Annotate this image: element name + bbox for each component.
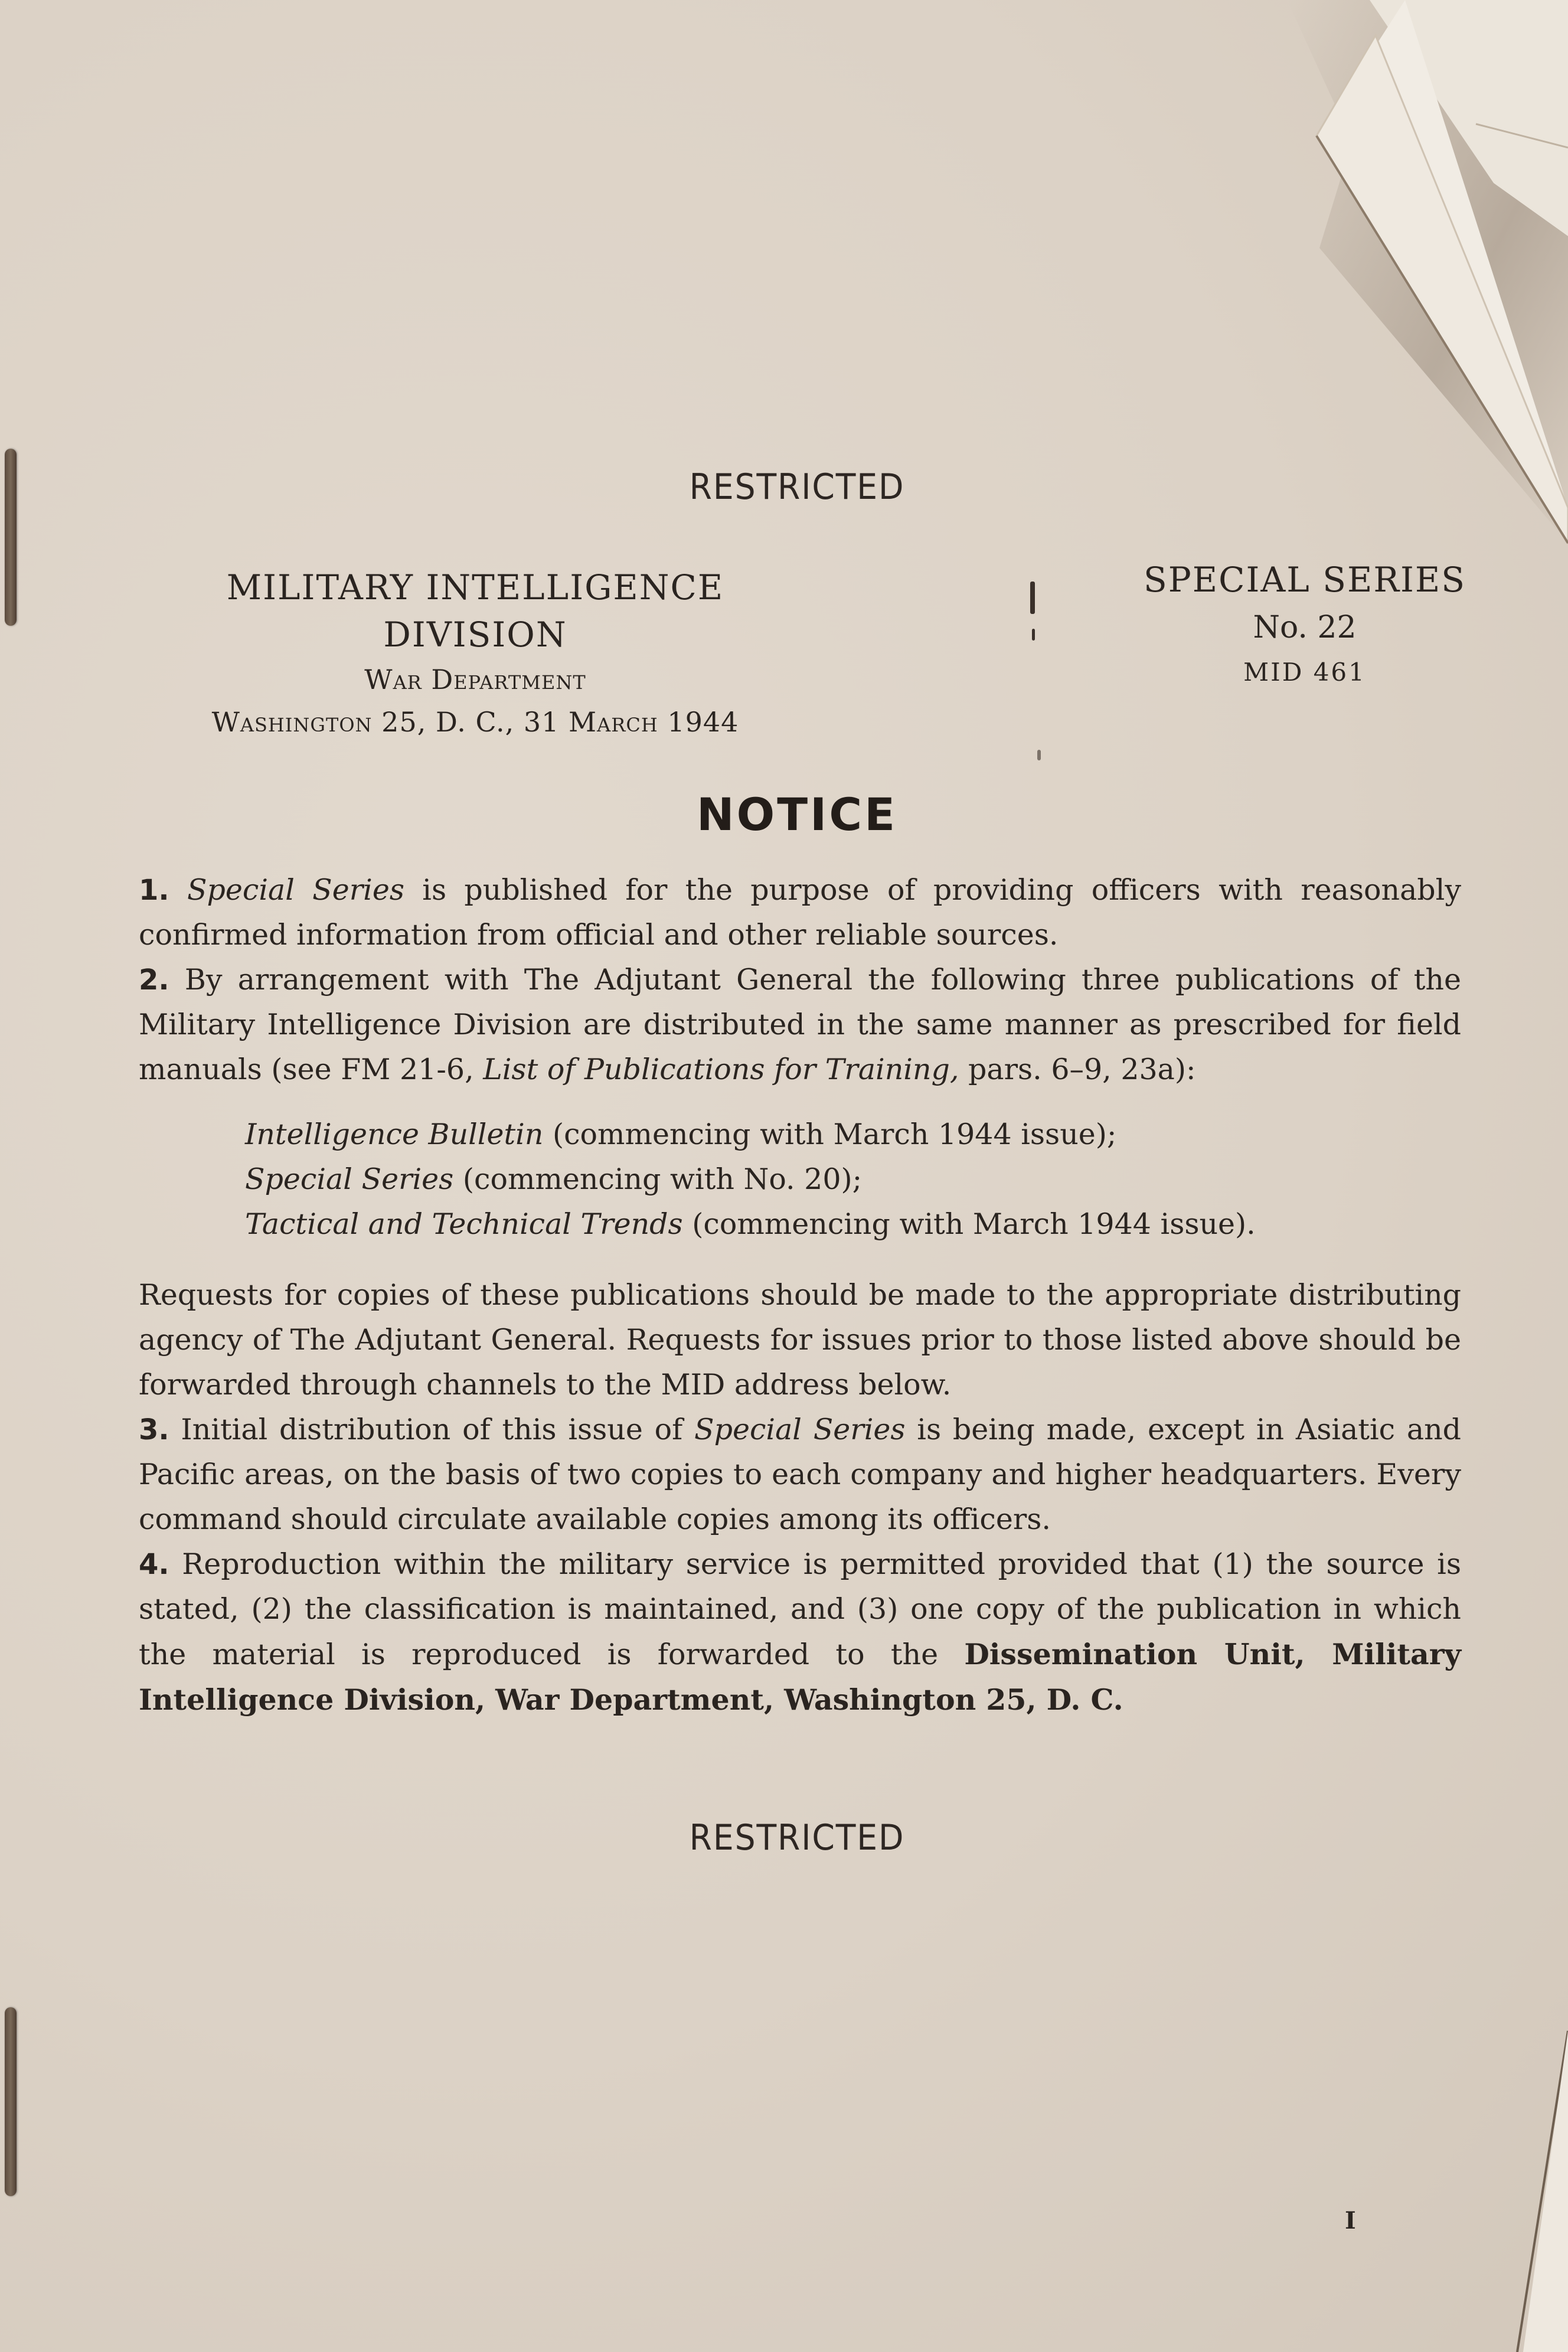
mid-number: MID 461 (1243, 658, 1366, 687)
publication-note: (commencing with March 1944 issue). (682, 1207, 1256, 1241)
italic-reference: List of Publications for Training, (483, 1053, 959, 1086)
publication-note: (commencing with March 1944 issue); (543, 1118, 1117, 1151)
paragraph-number: 4. (139, 1548, 169, 1581)
series-number: No. 22 (1253, 610, 1357, 645)
notice-body (139, 868, 1461, 1723)
paragraph-number: 3. (139, 1413, 169, 1446)
publication-title: Tactical and Technical Trends (245, 1207, 683, 1241)
paragraph-2 (139, 958, 1461, 1092)
binding-staple-top (5, 449, 17, 626)
classification-bottom: RESTRICTED (689, 1817, 905, 1858)
publication-list (245, 1112, 1461, 1247)
classification-top: RESTRICTED (689, 466, 905, 508)
publication-title: Special Series (245, 1162, 454, 1196)
paragraph-number: 1. (139, 874, 169, 907)
paragraph-1 (139, 868, 1461, 958)
requests-paragraph: Requests for copies of these publications should be made to the appropriate distributing agency of The Adjutant General. Requests for issues prior to those listed above should be forwarded through channels to the MID address below. (139, 1278, 1461, 1402)
issuing-office-block (136, 564, 815, 743)
dissemination-address: Dissemination Unit, Military Intelligence Division, War Department, Washington 25, D. C. (139, 1637, 1461, 1717)
publication-item (245, 1202, 1461, 1247)
paragraph-text: pars. 6–9, 23a): (959, 1053, 1196, 1086)
series-name: SPECIAL SERIES (1144, 560, 1466, 600)
paragraph-number: 2. (139, 963, 169, 997)
paragraph-text: Initial distribution of this issue of (169, 1413, 695, 1446)
paragraph-text: Reproduction within the military service is permitted provided that (1) the source is stated, (2) the classification is maintained, and (3) one copy of the publication in which the material is reproduced is forwarded to the (139, 1547, 1461, 1671)
binding-staple-bottom (5, 2007, 17, 2196)
notice-title: NOTICE (696, 788, 898, 841)
paragraph-3 (139, 1407, 1461, 1542)
paragraph-4 (139, 1542, 1461, 1723)
division-name: MILITARY INTELLIGENCE DIVISION (226, 567, 724, 655)
publication-title: Intelligence Bulletin (245, 1118, 544, 1151)
page-number: I (1345, 2207, 1356, 2235)
paragraph-text: By arrangement with The Adjutant General the following three publications of the Military Intelligence Division are distributed in the same manner as prescribed for field manuals (see FM 21-6, (139, 963, 1461, 1086)
publication-item (245, 1157, 1461, 1202)
ink-mark (1032, 629, 1035, 641)
publication-item (245, 1112, 1461, 1157)
department-name: War Department (364, 664, 586, 695)
paragraph-text: is published for the purpose of providing officers with reasonably confirmed information from official and other reliable sources. (139, 873, 1462, 952)
italic-title: Special Series (187, 873, 404, 907)
paragraph-text: is being made, except in Asiatic and Pacific areas, on the basis of two copies to each company and higher headquarters. Every command should circulate available copies among its officers. (139, 1413, 1462, 1536)
publication-note: (commencing with No. 20); (453, 1162, 863, 1196)
ink-mark (1030, 582, 1035, 614)
italic-title: Special Series (694, 1413, 906, 1446)
ink-mark (1037, 750, 1041, 760)
series-block (1122, 555, 1488, 694)
place-and-date: Washington 25, D. C., 31 March 1944 (211, 706, 739, 738)
